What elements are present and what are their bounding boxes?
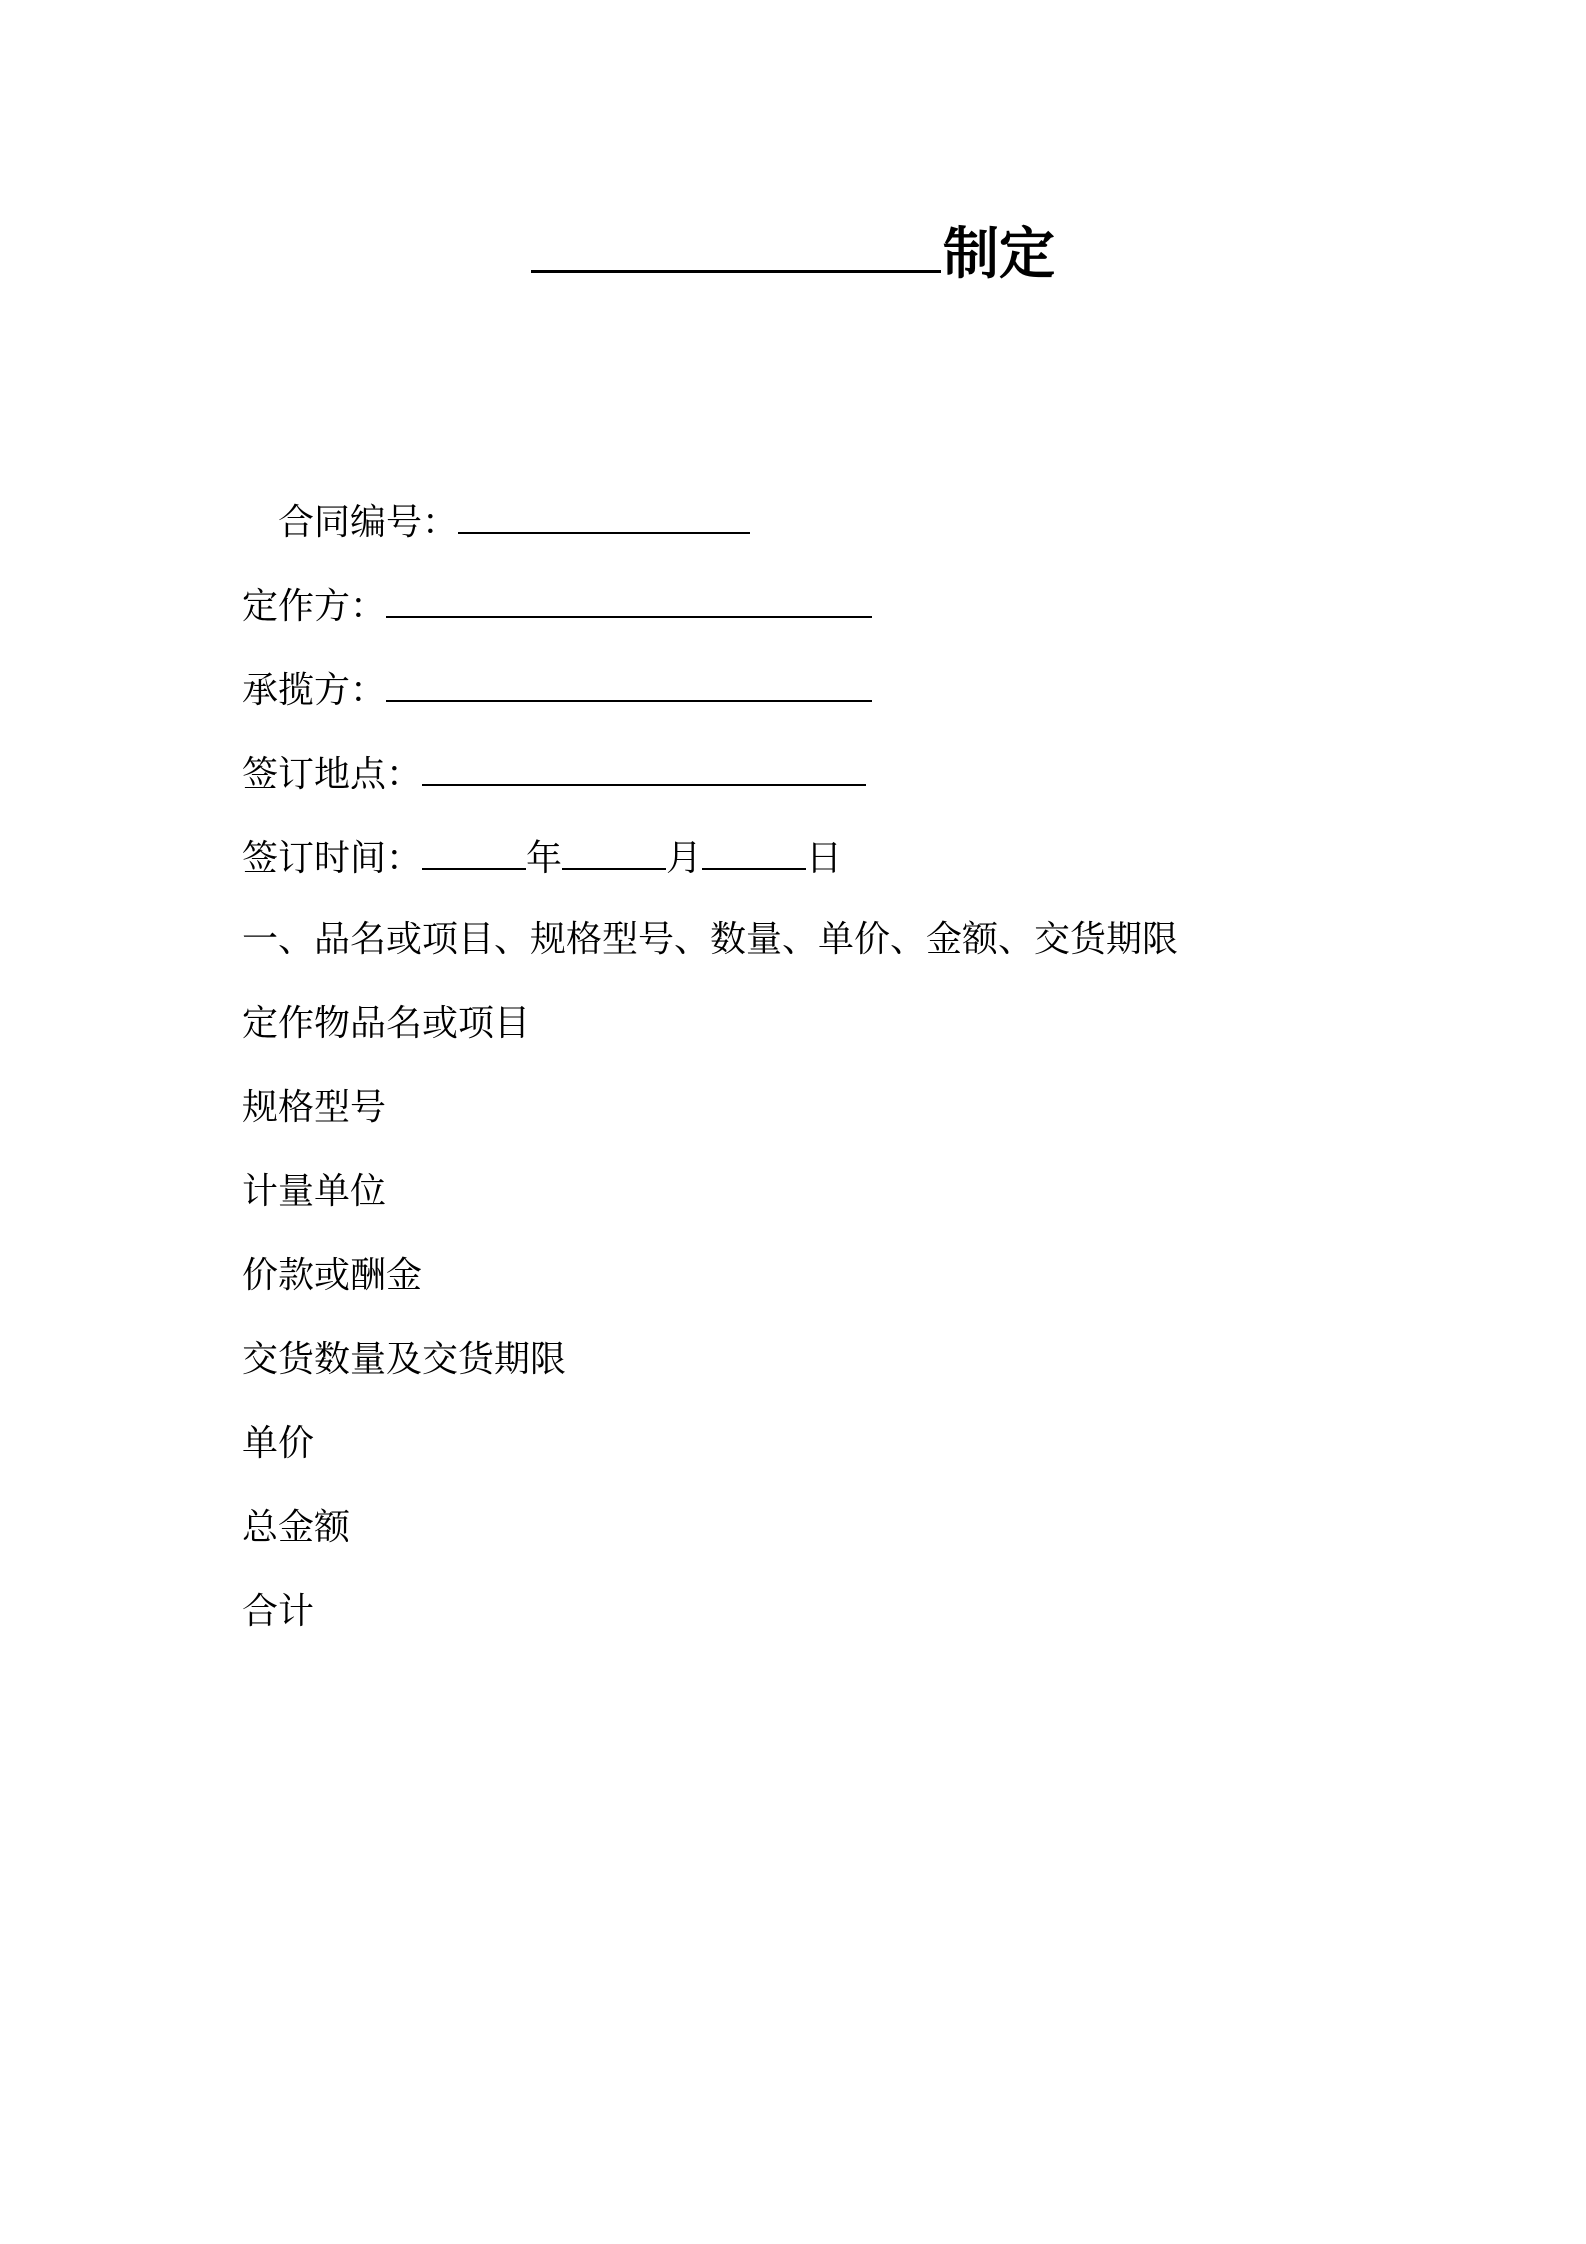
contract-no-label: 合同编号：: [278, 502, 459, 543]
day-blank[interactable]: [702, 832, 806, 870]
section-1-heading: 一、品名或项目、规格型号、数量、单价、金额、交货期限: [242, 919, 1179, 960]
year-blank[interactable]: [422, 832, 526, 870]
month-blank[interactable]: [562, 832, 666, 870]
sign-place-label: 签订地点：: [242, 754, 423, 795]
sign-place-blank[interactable]: [422, 748, 866, 786]
title-blank[interactable]: [531, 218, 941, 273]
day-label: 日: [806, 838, 843, 879]
item-sum: 合计: [242, 1591, 315, 1632]
year-label: 年: [526, 838, 563, 879]
contract-no-line: [278, 496, 750, 547]
sign-time-line: [242, 832, 842, 883]
month-label: 月: [666, 838, 703, 879]
item-total-amount: 总金额: [242, 1507, 351, 1548]
contractor-label: 承揽方：: [242, 670, 387, 711]
orderer-label: 定作方：: [242, 586, 387, 627]
document-title: [0, 218, 1586, 291]
sign-place-line: [242, 748, 866, 799]
contractor-line: [242, 664, 872, 715]
item-price-or-fee: 价款或酬金: [242, 1255, 423, 1296]
orderer-blank[interactable]: [386, 580, 872, 618]
item-name-or-project: 定作物品名或项目: [242, 1003, 531, 1044]
title-suffix: 制定: [943, 222, 1055, 287]
sign-time-label: 签订时间：: [242, 838, 423, 879]
contractor-blank[interactable]: [386, 664, 872, 702]
item-quantity-deadline: 交货数量及交货期限: [242, 1339, 567, 1380]
item-unit: 计量单位: [242, 1171, 387, 1212]
item-spec-model: 规格型号: [242, 1087, 387, 1128]
item-unit-price: 单价: [242, 1423, 315, 1464]
contract-no-blank[interactable]: [458, 496, 750, 534]
orderer-line: [242, 580, 872, 631]
